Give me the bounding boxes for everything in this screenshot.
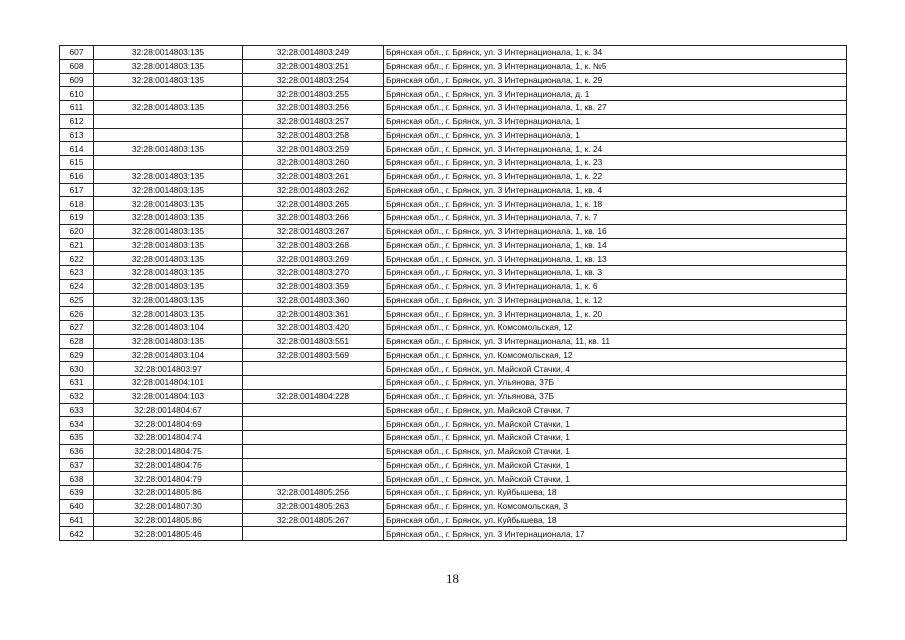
row-number-cell: 642 bbox=[60, 527, 94, 541]
table-row bbox=[60, 348, 847, 362]
address-cell: Брянская обл., г. Брянск, ул. 3 Интернационала, 1, к. 20 bbox=[384, 307, 847, 321]
address-cell: Брянская обл., г. Брянск, ул. Майской Стачки, 1 bbox=[384, 458, 847, 472]
block-cadastral-number-cell: 32:28:0014805:86 bbox=[94, 513, 243, 527]
cadastral-table-body bbox=[60, 46, 847, 541]
block-cadastral-number-cell bbox=[94, 87, 243, 101]
block-cadastral-number-cell: 32:28:0014803:135 bbox=[94, 46, 243, 60]
table-row bbox=[60, 87, 847, 101]
parcel-cadastral-number-cell: 32:28:0014805:256 bbox=[243, 486, 384, 500]
block-cadastral-number-cell: 32:28:0014803:135 bbox=[94, 73, 243, 87]
address-cell: Брянская обл., г. Брянск, ул. Майской Стачки, 1 bbox=[384, 444, 847, 458]
block-cadastral-number-cell: 32:28:0014804:67 bbox=[94, 403, 243, 417]
block-cadastral-number-cell: 32:28:0014803:104 bbox=[94, 321, 243, 335]
block-cadastral-number-cell: 32:28:0014803:135 bbox=[94, 142, 243, 156]
address-cell: Брянская обл., г. Брянск, ул. 3 Интернационала, 1, кв. 13 bbox=[384, 252, 847, 266]
table-row bbox=[60, 266, 847, 280]
row-number-cell: 634 bbox=[60, 417, 94, 431]
parcel-cadastral-number-cell: 32:28:0014803:257 bbox=[243, 114, 384, 128]
block-cadastral-number-cell: 32:28:0014803:135 bbox=[94, 169, 243, 183]
row-number-cell: 609 bbox=[60, 73, 94, 87]
parcel-cadastral-number-cell: 32:28:0014803:255 bbox=[243, 87, 384, 101]
address-cell: Брянская обл., г. Брянск, ул. Комсомольская, 12 bbox=[384, 321, 847, 335]
parcel-cadastral-number-cell: 32:28:0014803:361 bbox=[243, 307, 384, 321]
parcel-cadastral-number-cell: 32:28:0014803:268 bbox=[243, 238, 384, 252]
address-cell: Брянская обл., г. Брянск, ул. Майской Стачки, 4 bbox=[384, 362, 847, 376]
parcel-cadastral-number-cell: 32:28:0014803:420 bbox=[243, 321, 384, 335]
address-cell: Брянская обл., г. Брянск, ул. 3 Интернационала, 1, кв. 4 bbox=[384, 183, 847, 197]
parcel-cadastral-number-cell: 32:28:0014803:266 bbox=[243, 211, 384, 225]
row-number-cell: 621 bbox=[60, 238, 94, 252]
table-row bbox=[60, 238, 847, 252]
block-cadastral-number-cell: 32:28:0014803:135 bbox=[94, 279, 243, 293]
parcel-cadastral-number-cell: 32:28:0014803:269 bbox=[243, 252, 384, 266]
table-row bbox=[60, 444, 847, 458]
table-row bbox=[60, 128, 847, 142]
table-row bbox=[60, 321, 847, 335]
address-cell: Брянская обл., г. Брянск, ул. Комсомольская, 12 bbox=[384, 348, 847, 362]
row-number-cell: 616 bbox=[60, 169, 94, 183]
address-cell: Брянская обл., г. Брянск, ул. 3 Интернационала, 1, к. 23 bbox=[384, 156, 847, 170]
row-number-cell: 611 bbox=[60, 101, 94, 115]
row-number-cell: 636 bbox=[60, 444, 94, 458]
row-number-cell: 641 bbox=[60, 513, 94, 527]
address-cell: Брянская обл., г. Брянск, ул. 3 Интернационала, 1, к. 24 bbox=[384, 142, 847, 156]
row-number-cell: 615 bbox=[60, 156, 94, 170]
row-number-cell: 633 bbox=[60, 403, 94, 417]
table-row bbox=[60, 252, 847, 266]
table-row bbox=[60, 499, 847, 513]
address-cell: Брянская обл., г. Брянск, ул. 3 Интернационала, 17 bbox=[384, 527, 847, 541]
parcel-cadastral-number-cell: 32:28:0014803:254 bbox=[243, 73, 384, 87]
parcel-cadastral-number-cell bbox=[243, 376, 384, 390]
block-cadastral-number-cell: 32:28:0014803:135 bbox=[94, 211, 243, 225]
parcel-cadastral-number-cell: 32:28:0014803:256 bbox=[243, 101, 384, 115]
row-number-cell: 622 bbox=[60, 252, 94, 266]
address-cell: Брянская обл., г. Брянск, ул. 3 Интернационала, 11, кв. 11 bbox=[384, 334, 847, 348]
block-cadastral-number-cell: 32:28:0014803:104 bbox=[94, 348, 243, 362]
row-number-cell: 628 bbox=[60, 334, 94, 348]
row-number-cell: 629 bbox=[60, 348, 94, 362]
address-cell: Брянская обл., г. Брянск, ул. 3 Интернационала, 1, к. 12 bbox=[384, 293, 847, 307]
table-row bbox=[60, 362, 847, 376]
parcel-cadastral-number-cell: 32:28:0014803:265 bbox=[243, 197, 384, 211]
table-row bbox=[60, 183, 847, 197]
parcel-cadastral-number-cell bbox=[243, 362, 384, 376]
table-row bbox=[60, 59, 847, 73]
parcel-cadastral-number-cell bbox=[243, 458, 384, 472]
block-cadastral-number-cell: 32:28:0014803:135 bbox=[94, 293, 243, 307]
parcel-cadastral-number-cell: 32:28:0014803:260 bbox=[243, 156, 384, 170]
block-cadastral-number-cell: 32:28:0014803:135 bbox=[94, 238, 243, 252]
table-row bbox=[60, 486, 847, 500]
table-row bbox=[60, 224, 847, 238]
row-number-cell: 635 bbox=[60, 431, 94, 445]
block-cadastral-number-cell: 32:28:0014803:135 bbox=[94, 252, 243, 266]
row-number-cell: 626 bbox=[60, 307, 94, 321]
row-number-cell: 631 bbox=[60, 376, 94, 390]
address-cell: Брянская обл., г. Брянск, ул. Майской Стачки, 1 bbox=[384, 417, 847, 431]
parcel-cadastral-number-cell bbox=[243, 431, 384, 445]
table-row bbox=[60, 458, 847, 472]
address-cell: Брянская обл., г. Брянск, ул. 3 Интернационала, 1, кв. 27 bbox=[384, 101, 847, 115]
block-cadastral-number-cell: 32:28:0014803:135 bbox=[94, 59, 243, 73]
block-cadastral-number-cell: 32:28:0014803:135 bbox=[94, 334, 243, 348]
table-row bbox=[60, 156, 847, 170]
address-cell: Брянская обл., г. Брянск, ул. 3 Интернационала, д. 1 bbox=[384, 87, 847, 101]
parcel-cadastral-number-cell: 32:28:0014805:263 bbox=[243, 499, 384, 513]
address-cell: Брянская обл., г. Брянск, ул. 3 Интернационала, 1 bbox=[384, 128, 847, 142]
parcel-cadastral-number-cell: 32:28:0014803:270 bbox=[243, 266, 384, 280]
row-number-cell: 618 bbox=[60, 197, 94, 211]
parcel-cadastral-number-cell bbox=[243, 444, 384, 458]
table-row bbox=[60, 197, 847, 211]
block-cadastral-number-cell: 32:28:0014804:103 bbox=[94, 389, 243, 403]
table-row bbox=[60, 73, 847, 87]
address-cell: Брянская обл., г. Брянск, ул. 3 Интернационала, 1, к. 29 bbox=[384, 73, 847, 87]
address-cell: Брянская обл., г. Брянск, ул. 3 Интернационала, 1, к. 34 bbox=[384, 46, 847, 60]
row-number-cell: 613 bbox=[60, 128, 94, 142]
address-cell: Брянская обл., г. Брянск, ул. Майской Стачки, 7 bbox=[384, 403, 847, 417]
block-cadastral-number-cell: 32:28:0014805:46 bbox=[94, 527, 243, 541]
row-number-cell: 627 bbox=[60, 321, 94, 335]
block-cadastral-number-cell: 32:28:0014803:135 bbox=[94, 266, 243, 280]
address-cell: Брянская обл., г. Брянск, ул. Куйбышева, 18 bbox=[384, 513, 847, 527]
block-cadastral-number-cell: 32:28:0014804:79 bbox=[94, 472, 243, 486]
table-row bbox=[60, 376, 847, 390]
table-row bbox=[60, 114, 847, 128]
parcel-cadastral-number-cell: 32:28:0014803:569 bbox=[243, 348, 384, 362]
row-number-cell: 623 bbox=[60, 266, 94, 280]
parcel-cadastral-number-cell: 32:28:0014803:261 bbox=[243, 169, 384, 183]
table-row bbox=[60, 403, 847, 417]
table-row bbox=[60, 169, 847, 183]
block-cadastral-number-cell bbox=[94, 156, 243, 170]
parcel-cadastral-number-cell: 32:28:0014803:551 bbox=[243, 334, 384, 348]
address-cell: Брянская обл., г. Брянск, ул. Майской Стачки, 1 bbox=[384, 431, 847, 445]
block-cadastral-number-cell: 32:28:0014804:75 bbox=[94, 444, 243, 458]
parcel-cadastral-number-cell: 32:28:0014803:262 bbox=[243, 183, 384, 197]
page-number: 18 bbox=[446, 571, 459, 586]
address-cell: Брянская обл., г. Брянск, ул. 3 Интернационала, 1, к. №5 bbox=[384, 59, 847, 73]
parcel-cadastral-number-cell: 32:28:0014803:359 bbox=[243, 279, 384, 293]
table-row bbox=[60, 472, 847, 486]
table-row bbox=[60, 46, 847, 60]
row-number-cell: 632 bbox=[60, 389, 94, 403]
table-row bbox=[60, 417, 847, 431]
parcel-cadastral-number-cell bbox=[243, 472, 384, 486]
table-row bbox=[60, 279, 847, 293]
parcel-cadastral-number-cell bbox=[243, 403, 384, 417]
row-number-cell: 630 bbox=[60, 362, 94, 376]
address-cell: Брянская обл., г. Брянск, ул. 3 Интернационала, 1, к. 22 bbox=[384, 169, 847, 183]
row-number-cell: 614 bbox=[60, 142, 94, 156]
parcel-cadastral-number-cell: 32:28:0014803:249 bbox=[243, 46, 384, 60]
block-cadastral-number-cell: 32:28:0014807:30 bbox=[94, 499, 243, 513]
row-number-cell: 610 bbox=[60, 87, 94, 101]
block-cadastral-number-cell: 32:28:0014803:135 bbox=[94, 307, 243, 321]
address-cell: Брянская обл., г. Брянск, ул. 3 Интернационала, 1, кв. 3 bbox=[384, 266, 847, 280]
row-number-cell: 637 bbox=[60, 458, 94, 472]
table-row bbox=[60, 211, 847, 225]
table-row bbox=[60, 513, 847, 527]
parcel-cadastral-number-cell: 32:28:0014803:251 bbox=[243, 59, 384, 73]
block-cadastral-number-cell bbox=[94, 114, 243, 128]
block-cadastral-number-cell: 32:28:0014804:76 bbox=[94, 458, 243, 472]
block-cadastral-number-cell bbox=[94, 128, 243, 142]
block-cadastral-number-cell: 32:28:0014804:101 bbox=[94, 376, 243, 390]
row-number-cell: 639 bbox=[60, 486, 94, 500]
parcel-cadastral-number-cell: 32:28:0014803:360 bbox=[243, 293, 384, 307]
parcel-cadastral-number-cell: 32:28:0014803:267 bbox=[243, 224, 384, 238]
parcel-cadastral-number-cell bbox=[243, 527, 384, 541]
block-cadastral-number-cell: 32:28:0014804:74 bbox=[94, 431, 243, 445]
parcel-cadastral-number-cell bbox=[243, 417, 384, 431]
row-number-cell: 620 bbox=[60, 224, 94, 238]
address-cell: Брянская обл., г. Брянск, ул. Куйбышева, 18 bbox=[384, 486, 847, 500]
row-number-cell: 640 bbox=[60, 499, 94, 513]
address-cell: Брянская обл., г. Брянск, ул. Комсомольская, 3 bbox=[384, 499, 847, 513]
parcel-cadastral-number-cell: 32:28:0014804:228 bbox=[243, 389, 384, 403]
address-cell: Брянская обл., г. Брянск, ул. 3 Интернационала, 7, к. 7 bbox=[384, 211, 847, 225]
block-cadastral-number-cell: 32:28:0014803:135 bbox=[94, 101, 243, 115]
cadastral-table bbox=[59, 45, 847, 541]
block-cadastral-number-cell: 32:28:0014804:69 bbox=[94, 417, 243, 431]
parcel-cadastral-number-cell: 32:28:0014803:258 bbox=[243, 128, 384, 142]
row-number-cell: 625 bbox=[60, 293, 94, 307]
row-number-cell: 608 bbox=[60, 59, 94, 73]
address-cell: Брянская обл., г. Брянск, ул. 3 Интернационала, 1, кв. 16 bbox=[384, 224, 847, 238]
parcel-cadastral-number-cell: 32:28:0014803:259 bbox=[243, 142, 384, 156]
table-row bbox=[60, 527, 847, 541]
row-number-cell: 619 bbox=[60, 211, 94, 225]
table-row bbox=[60, 293, 847, 307]
address-cell: Брянская обл., г. Брянск, ул. Майской Стачки, 1 bbox=[384, 472, 847, 486]
row-number-cell: 607 bbox=[60, 46, 94, 60]
row-number-cell: 638 bbox=[60, 472, 94, 486]
row-number-cell: 617 bbox=[60, 183, 94, 197]
row-number-cell: 612 bbox=[60, 114, 94, 128]
table-row bbox=[60, 334, 847, 348]
address-cell: Брянская обл., г. Брянск, ул. 3 Интернационала, 1, к. 18 bbox=[384, 197, 847, 211]
row-number-cell: 624 bbox=[60, 279, 94, 293]
block-cadastral-number-cell: 32:28:0014803:135 bbox=[94, 197, 243, 211]
table-row bbox=[60, 142, 847, 156]
block-cadastral-number-cell: 32:28:0014803:135 bbox=[94, 183, 243, 197]
address-cell: Брянская обл., г. Брянск, ул. Ульянова, 37Б bbox=[384, 389, 847, 403]
table-row bbox=[60, 307, 847, 321]
address-cell: Брянская обл., г. Брянск, ул. 3 Интернационала, 1, кв. 14 bbox=[384, 238, 847, 252]
block-cadastral-number-cell: 32:28:0014803:97 bbox=[94, 362, 243, 376]
block-cadastral-number-cell: 32:28:0014805:86 bbox=[94, 486, 243, 500]
parcel-cadastral-number-cell: 32:28:0014805:267 bbox=[243, 513, 384, 527]
table-row bbox=[60, 101, 847, 115]
block-cadastral-number-cell: 32:28:0014803:135 bbox=[94, 224, 243, 238]
address-cell: Брянская обл., г. Брянск, ул. Ульянова, 37Б bbox=[384, 376, 847, 390]
address-cell: Брянская обл., г. Брянск, ул. 3 Интернационала, 1, к. 6 bbox=[384, 279, 847, 293]
table-row bbox=[60, 389, 847, 403]
table-row bbox=[60, 431, 847, 445]
address-cell: Брянская обл., г. Брянск, ул. 3 Интернационала, 1 bbox=[384, 114, 847, 128]
